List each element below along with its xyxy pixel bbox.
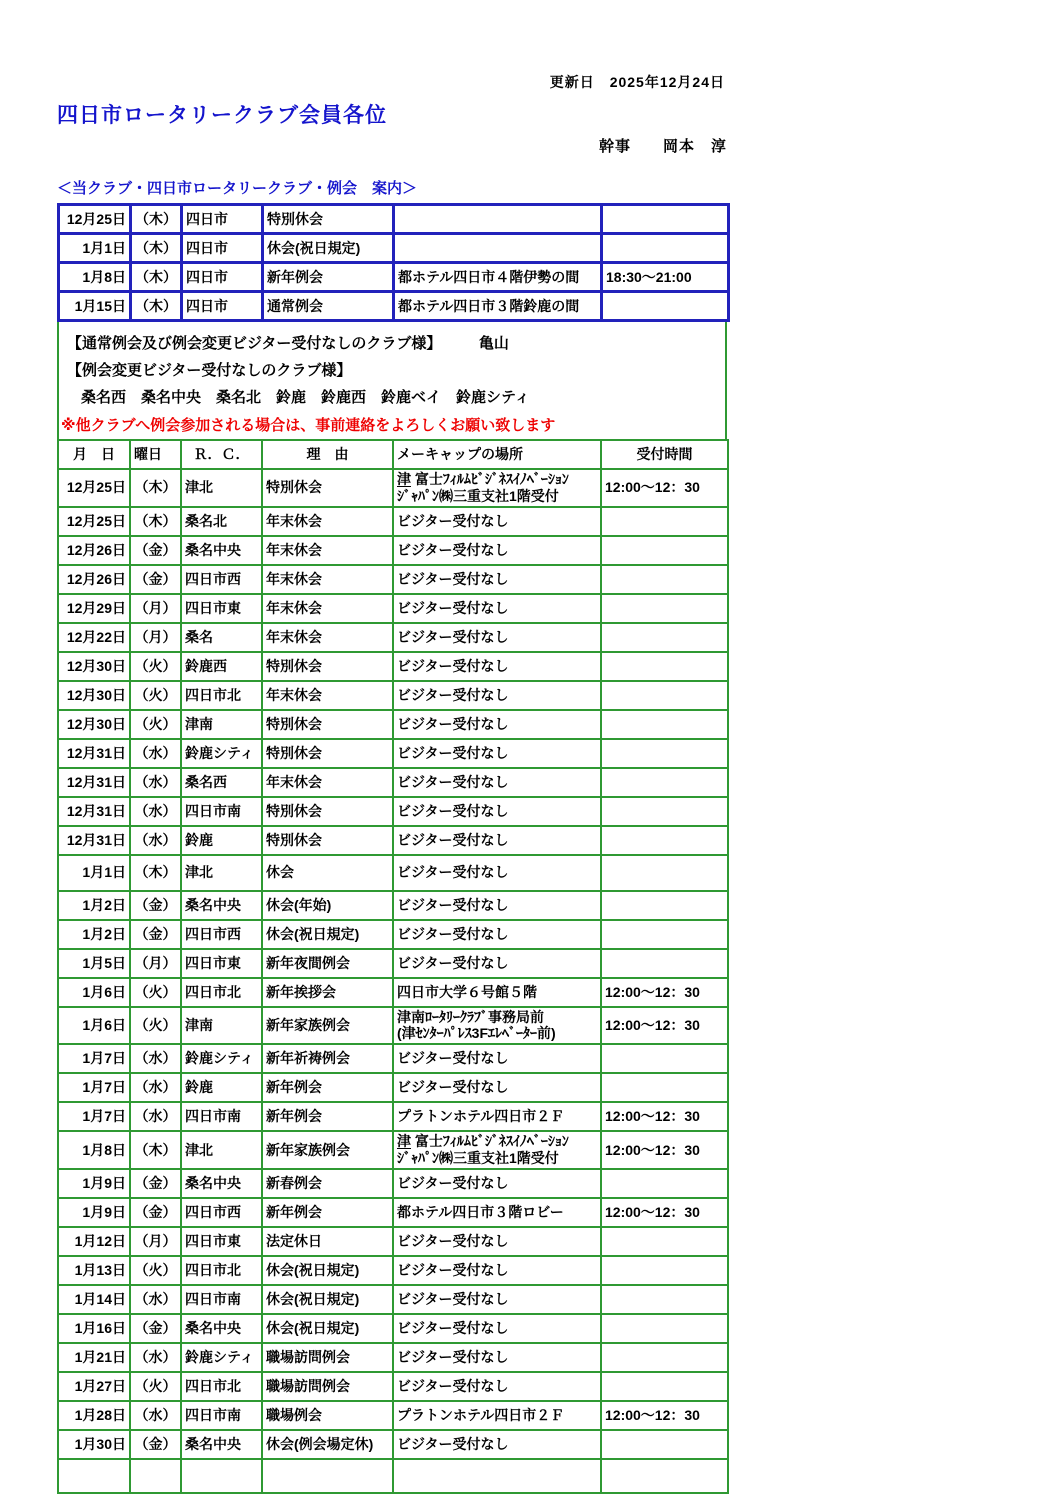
date-cell: 1月5日	[58, 949, 130, 978]
time-cell	[601, 652, 728, 681]
day-cell: （金）	[130, 1314, 181, 1343]
day-cell: （水）	[130, 1044, 181, 1073]
reason-cell: 特別休会	[262, 469, 393, 507]
date-cell: 1月15日	[59, 292, 131, 321]
rc-cell: 四日市北	[181, 1256, 262, 1285]
rc-cell: 鈴鹿シティ	[181, 1343, 262, 1372]
place-cell	[394, 234, 602, 263]
time-cell	[601, 507, 728, 536]
time-cell	[601, 1044, 728, 1073]
place-cell: ビジター受付なし	[393, 507, 601, 536]
table-row	[58, 1285, 728, 1314]
day-cell: （月）	[130, 1227, 181, 1256]
reason-cell: 休会(祝日規定)	[263, 234, 394, 263]
reason-cell: 職場訪問例会	[262, 1343, 393, 1372]
header-cell: メーキャップの場所	[393, 440, 601, 469]
table-row	[59, 292, 729, 321]
place-cell	[393, 1459, 601, 1493]
day-cell: （木）	[130, 507, 181, 536]
rc-cell: 桑名中央	[181, 1314, 262, 1343]
place-cell: ビジター受付なし	[393, 565, 601, 594]
day-cell: （水）	[130, 739, 181, 768]
makeup-table	[57, 439, 729, 1494]
makeup-table-body	[58, 469, 728, 1493]
update-date: 更新日 2025年12月24日	[549, 74, 725, 90]
date-cell: 12月26日	[58, 536, 130, 565]
reason-cell: 新年祈祷例会	[262, 1044, 393, 1073]
place-cell: ビジター受付なし	[393, 1343, 601, 1372]
date-cell: 12月25日	[59, 205, 131, 234]
reason-cell: 特別休会	[262, 797, 393, 826]
time-cell	[601, 826, 728, 855]
table-row	[58, 768, 728, 797]
time-cell: 12:00～12：30	[601, 1198, 728, 1227]
place-cell: ビジター受付なし	[393, 949, 601, 978]
reason-cell: 特別休会	[262, 826, 393, 855]
place-cell: ビジター受付なし	[393, 1044, 601, 1073]
place-cell: ビジター受付なし	[393, 536, 601, 565]
rc-cell: 四日市北	[181, 681, 262, 710]
date-cell: 1月6日	[58, 978, 130, 1007]
reason-cell: 法定休日	[262, 1227, 393, 1256]
time-cell	[601, 1227, 728, 1256]
date-cell: 1月1日	[59, 234, 131, 263]
time-cell	[601, 710, 728, 739]
place-cell: ビジター受付なし	[393, 681, 601, 710]
date-cell: 1月8日	[59, 263, 131, 292]
reason-cell: 年末休会	[262, 623, 393, 652]
time-cell	[601, 623, 728, 652]
rc-cell: 桑名中央	[181, 1169, 262, 1198]
reason-cell: 特別休会	[262, 739, 393, 768]
rc-cell: 鈴鹿シティ	[181, 739, 262, 768]
rc-cell: 鈴鹿シティ	[181, 1044, 262, 1073]
reason-cell: 年末休会	[262, 681, 393, 710]
time-cell	[601, 949, 728, 978]
place-cell: ビジター受付なし	[393, 920, 601, 949]
table-row	[58, 1227, 728, 1256]
reason-cell: 年末休会	[262, 594, 393, 623]
place-cell: ビジター受付なし	[393, 891, 601, 920]
time-cell	[601, 891, 728, 920]
time-cell	[601, 1073, 728, 1102]
rc-cell: 四日市東	[181, 1227, 262, 1256]
time-cell: 12:00～12：30	[601, 1401, 728, 1430]
place-cell: ビジター受付なし	[393, 1227, 601, 1256]
rc-cell: 桑名西	[181, 768, 262, 797]
table-row	[58, 536, 728, 565]
reason-cell: 新年例会	[262, 1198, 393, 1227]
day-cell: （水）	[130, 1285, 181, 1314]
rc-cell: 津南	[181, 710, 262, 739]
day-cell: （火）	[130, 1372, 181, 1401]
rc-cell: 四日市	[182, 205, 263, 234]
date-cell: 12月25日	[58, 469, 130, 507]
place-cell: ビジター受付なし	[393, 797, 601, 826]
table-row	[58, 1131, 728, 1169]
reason-cell: 休会(年始)	[262, 891, 393, 920]
date-cell: 12月25日	[58, 507, 130, 536]
place-cell: 四日市大学６号館５階	[393, 978, 601, 1007]
reason-cell: 職場例会	[262, 1401, 393, 1430]
place-cell: プラトンホテル四日市２Ｆ	[393, 1401, 601, 1430]
time-cell	[601, 1430, 728, 1459]
date-cell: 1月9日	[58, 1198, 130, 1227]
date-cell: 1月2日	[58, 920, 130, 949]
date-cell: 1月16日	[58, 1314, 130, 1343]
reason-cell: 新年挨拶会	[262, 978, 393, 1007]
reason-cell: 新年例会	[262, 1073, 393, 1102]
table-row	[58, 1459, 728, 1493]
day-cell: （月）	[130, 594, 181, 623]
reason-cell: 年末休会	[262, 507, 393, 536]
rc-cell: 桑名中央	[181, 891, 262, 920]
date-cell: 12月31日	[58, 768, 130, 797]
place-cell: ビジター受付なし	[393, 826, 601, 855]
place-cell	[394, 205, 602, 234]
date-cell: 1月9日	[58, 1169, 130, 1198]
reason-cell: 新年例会	[263, 263, 394, 292]
reason-cell: 新年夜間例会	[262, 949, 393, 978]
table-row	[58, 507, 728, 536]
date-cell: 12月29日	[58, 594, 130, 623]
reason-cell: 新年例会	[262, 1102, 393, 1131]
reason-cell: 新年家族例会	[262, 1007, 393, 1045]
day-cell: （火）	[130, 1007, 181, 1045]
day-cell: （火）	[130, 681, 181, 710]
table-row	[58, 681, 728, 710]
day-cell: （火）	[130, 978, 181, 1007]
place-cell: ビジター受付なし	[393, 1372, 601, 1401]
table-row	[58, 920, 728, 949]
place-cell: ビジター受付なし	[393, 1430, 601, 1459]
table-row	[58, 855, 728, 891]
place-cell: ビジター受付なし	[393, 710, 601, 739]
time-cell	[601, 1459, 728, 1493]
place-cell: ビジター受付なし	[393, 594, 601, 623]
table-row	[58, 1430, 728, 1459]
time-cell	[601, 920, 728, 949]
time-cell	[601, 1256, 728, 1285]
day-cell: （木）	[130, 1131, 181, 1169]
day-cell: （月）	[130, 949, 181, 978]
rc-cell: 四日市東	[181, 949, 262, 978]
table-row	[58, 826, 728, 855]
rc-cell: 桑名	[181, 623, 262, 652]
reason-cell: 年末休会	[262, 565, 393, 594]
date-cell: 1月7日	[58, 1044, 130, 1073]
place-cell: ビジター受付なし	[393, 1314, 601, 1343]
table-row	[58, 891, 728, 920]
rc-cell: 四日市東	[181, 594, 262, 623]
time-cell	[602, 292, 729, 321]
rc-cell: 津北	[181, 469, 262, 507]
date-cell: 12月30日	[58, 710, 130, 739]
reason-cell: 特別休会	[262, 652, 393, 681]
rc-cell: 桑名中央	[181, 536, 262, 565]
place-cell: ビジター受付なし	[393, 1285, 601, 1314]
page-title: 四日市ロータリークラブ会員各位	[57, 104, 387, 127]
rc-cell: 四日市北	[181, 978, 262, 1007]
time-cell	[601, 1169, 728, 1198]
time-cell	[601, 1372, 728, 1401]
place-cell: ビジター受付なし	[393, 623, 601, 652]
date-cell: 1月7日	[58, 1102, 130, 1131]
reason-cell: 新春例会	[262, 1169, 393, 1198]
notes-club-list: 桑名西 桑名中央 桑名北 鈴鹿 鈴鹿西 鈴鹿ベイ 鈴鹿シティ	[81, 389, 530, 406]
rc-cell: 四日市南	[181, 1401, 262, 1430]
time-cell	[601, 855, 728, 891]
place-cell: 津 富士ﾌｨﾙﾑﾋﾞｼﾞﾈｽｲﾉﾍﾞｰｼｮﾝ ｼﾞｬﾊﾟﾝ㈱三重支社1階受付	[393, 469, 601, 507]
day-cell	[130, 1459, 181, 1493]
place-cell: ビジター受付なし	[393, 739, 601, 768]
time-cell	[601, 768, 728, 797]
place-cell: ビジター受付なし	[393, 1256, 601, 1285]
reason-cell: 職場訪問例会	[262, 1372, 393, 1401]
rc-cell: 四日市北	[181, 1372, 262, 1401]
date-cell: 1月8日	[58, 1131, 130, 1169]
reason-cell: 休会(例会場定休)	[262, 1430, 393, 1459]
rc-cell: 津南	[181, 1007, 262, 1045]
table-row	[58, 1372, 728, 1401]
date-cell: 1月28日	[58, 1401, 130, 1430]
rc-cell: 四日市	[182, 292, 263, 321]
rc-cell: 四日市西	[181, 1198, 262, 1227]
reason-cell: 休会	[262, 855, 393, 891]
place-cell: ビジター受付なし	[393, 1073, 601, 1102]
time-cell: 12:00～12：30	[601, 1131, 728, 1169]
day-cell: （木）	[131, 263, 182, 292]
own-club-table-body	[59, 205, 729, 321]
day-cell: （水）	[130, 1343, 181, 1372]
table-row	[58, 652, 728, 681]
table-row	[59, 234, 729, 263]
date-cell: 12月22日	[58, 623, 130, 652]
makeup-header-row	[58, 440, 728, 469]
notes-line-no-visitor-regular: 【通常例会及び例会変更ビジター受付なしのクラブ様】 亀山	[67, 335, 509, 352]
date-cell: 1月6日	[58, 1007, 130, 1045]
date-cell: 12月30日	[58, 681, 130, 710]
header-cell: 曜日	[130, 440, 181, 469]
time-cell	[601, 739, 728, 768]
rc-cell: 四日市西	[181, 565, 262, 594]
rc-cell: 桑名中央	[181, 1430, 262, 1459]
time-cell	[601, 681, 728, 710]
date-cell: 1月12日	[58, 1227, 130, 1256]
time-cell: 12:00～12：30	[601, 1102, 728, 1131]
date-cell: 1月7日	[58, 1073, 130, 1102]
place-cell: 津南ﾛｰﾀﾘｰｸﾗﾌﾞ事務局前 (津ｾﾝﾀｰﾊﾟﾚｽ3Fｴﾚﾍﾞｰﾀｰ前)	[393, 1007, 601, 1045]
table-row	[58, 1198, 728, 1227]
reason-cell: 年末休会	[262, 768, 393, 797]
day-cell: （金）	[130, 891, 181, 920]
time-cell	[601, 536, 728, 565]
rc-cell: 四日市南	[181, 1102, 262, 1131]
rc-cell: 津北	[181, 1131, 262, 1169]
day-cell: （木）	[130, 469, 181, 507]
reason-cell: 新年家族例会	[262, 1131, 393, 1169]
table-row	[58, 1343, 728, 1372]
day-cell: （水）	[130, 1401, 181, 1430]
header-cell: 月 日	[58, 440, 130, 469]
time-cell: 12:00～12：30	[601, 978, 728, 1007]
table-row	[58, 949, 728, 978]
place-cell: 都ホテル四日市３階ロビー	[393, 1198, 601, 1227]
table-row	[58, 623, 728, 652]
rc-cell: 鈴鹿西	[181, 652, 262, 681]
date-cell: 1月1日	[58, 855, 130, 891]
reason-cell: 休会(祝日規定)	[262, 1285, 393, 1314]
table-row	[58, 797, 728, 826]
date-cell: 1月27日	[58, 1372, 130, 1401]
reason-cell	[262, 1459, 393, 1493]
table-row	[58, 594, 728, 623]
time-cell	[602, 205, 729, 234]
table-row	[58, 978, 728, 1007]
table-row	[58, 1401, 728, 1430]
rc-cell: 四日市	[182, 263, 263, 292]
own-club-table	[57, 203, 730, 322]
table-row	[58, 1007, 728, 1045]
day-cell: （水）	[130, 826, 181, 855]
rc-cell: 津北	[181, 855, 262, 891]
day-cell: （水）	[130, 1073, 181, 1102]
rc-cell: 四日市西	[181, 920, 262, 949]
day-cell: （木）	[131, 292, 182, 321]
table-row	[58, 1102, 728, 1131]
place-cell: 津 富士ﾌｨﾙﾑﾋﾞｼﾞﾈｽｲﾉﾍﾞｰｼｮﾝ ｼﾞｬﾊﾟﾝ㈱三重支社1階受付	[393, 1131, 601, 1169]
day-cell: （木）	[131, 234, 182, 263]
rc-cell: 桑名北	[181, 507, 262, 536]
reason-cell: 特別休会	[263, 205, 394, 234]
rc-cell: 四日市	[182, 234, 263, 263]
day-cell: （木）	[130, 855, 181, 891]
time-cell	[602, 234, 729, 263]
place-cell: ビジター受付なし	[393, 652, 601, 681]
day-cell: （金）	[130, 536, 181, 565]
table-row	[58, 710, 728, 739]
date-cell: 12月26日	[58, 565, 130, 594]
date-cell: 12月31日	[58, 797, 130, 826]
day-cell: （水）	[130, 768, 181, 797]
reason-cell: 休会(祝日規定)	[262, 920, 393, 949]
date-cell	[58, 1459, 130, 1493]
date-cell: 1月30日	[58, 1430, 130, 1459]
place-cell: ビジター受付なし	[393, 1169, 601, 1198]
rc-cell: 鈴鹿	[181, 1073, 262, 1102]
time-cell: 18:30～21:00	[602, 263, 729, 292]
table-row	[58, 1073, 728, 1102]
place-cell: プラトンホテル四日市２Ｆ	[393, 1102, 601, 1131]
reason-cell: 年末休会	[262, 536, 393, 565]
day-cell: （火）	[130, 652, 181, 681]
day-cell: （金）	[130, 1198, 181, 1227]
time-cell	[601, 1343, 728, 1372]
date-cell: 1月21日	[58, 1343, 130, 1372]
table-row	[58, 1256, 728, 1285]
day-cell: （金）	[130, 1430, 181, 1459]
date-cell: 12月30日	[58, 652, 130, 681]
reason-cell: 通常例会	[263, 292, 394, 321]
table-row	[58, 469, 728, 507]
rc-cell: 四日市南	[181, 1285, 262, 1314]
date-cell: 12月31日	[58, 739, 130, 768]
time-cell	[601, 594, 728, 623]
table-row	[58, 1044, 728, 1073]
reason-cell: 休会(祝日規定)	[262, 1256, 393, 1285]
day-cell: （火）	[130, 710, 181, 739]
place-cell: 都ホテル四日市３階鈴鹿の間	[394, 292, 602, 321]
table-row	[58, 565, 728, 594]
day-cell: （月）	[130, 623, 181, 652]
date-cell: 1月14日	[58, 1285, 130, 1314]
reason-cell: 特別休会	[262, 710, 393, 739]
reason-cell: 休会(祝日規定)	[262, 1314, 393, 1343]
day-cell: （金）	[130, 920, 181, 949]
time-cell: 12:00～12：30	[601, 1007, 728, 1045]
time-cell	[601, 565, 728, 594]
time-cell	[601, 797, 728, 826]
place-cell: 都ホテル四日市４階伊勢の間	[394, 263, 602, 292]
rc-cell	[181, 1459, 262, 1493]
time-cell	[601, 1285, 728, 1314]
day-cell: （火）	[130, 1256, 181, 1285]
table-row	[58, 739, 728, 768]
notes-line-no-visitor-changed: 【例会変更ビジター受付なしのクラブ様】	[67, 362, 352, 379]
date-cell: 1月13日	[58, 1256, 130, 1285]
rc-cell: 鈴鹿	[181, 826, 262, 855]
date-cell: 1月2日	[58, 891, 130, 920]
visitor-alert: ※他クラブへ例会参加される場合は、事前連絡をよろしくお願い致します	[61, 417, 556, 434]
section-heading: ＜当クラブ・四日市ロータリークラブ・例会 案内＞	[57, 180, 418, 197]
header-cell: 受付時間	[601, 440, 728, 469]
date-cell: 12月31日	[58, 826, 130, 855]
table-row	[58, 1169, 728, 1198]
day-cell: （水）	[130, 1102, 181, 1131]
day-cell: （水）	[130, 797, 181, 826]
header-cell: 理 由	[262, 440, 393, 469]
time-cell: 12:00～12：30	[601, 469, 728, 507]
day-cell: （木）	[131, 205, 182, 234]
place-cell: ビジター受付なし	[393, 768, 601, 797]
secretary-line: 幹事 岡本 淳	[598, 138, 727, 155]
rc-cell: 四日市南	[181, 797, 262, 826]
table-row	[59, 263, 729, 292]
table-row	[59, 205, 729, 234]
header-cell: Ｒ．Ｃ．	[181, 440, 262, 469]
day-cell: （金）	[130, 565, 181, 594]
table-row	[58, 1314, 728, 1343]
place-cell: ビジター受付なし	[393, 855, 601, 891]
notes-box	[57, 322, 727, 439]
day-cell: （金）	[130, 1169, 181, 1198]
time-cell	[601, 1314, 728, 1343]
